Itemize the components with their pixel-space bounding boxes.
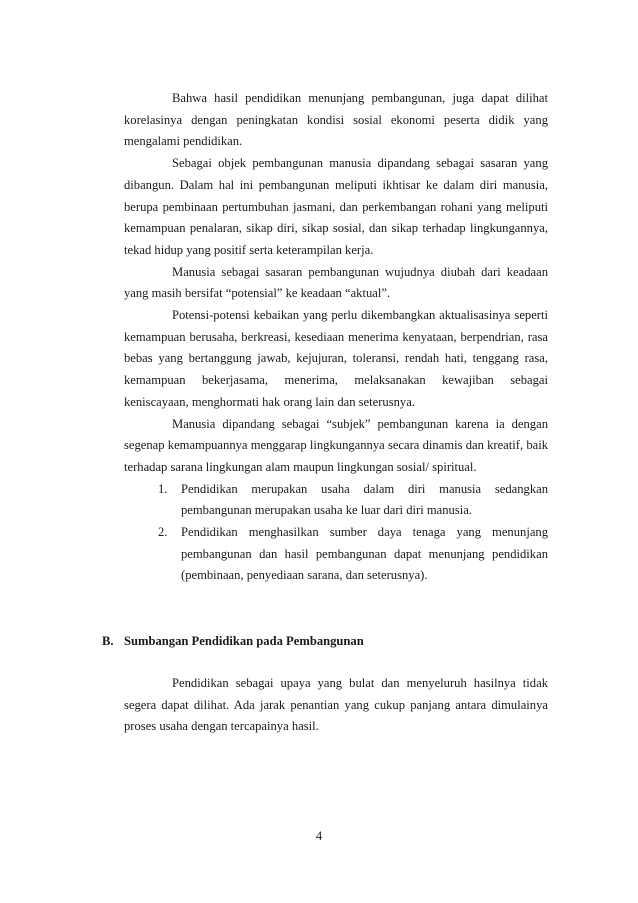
- section-heading: [102, 631, 548, 653]
- paragraph-education-results: Bahwa hasil pendidikan menunjang pembangunan, juga dapat dilihat korelasinya dengan peningkatan kondisi sosial ekonomi peserta didik yang mengalami pendidikan.: [124, 91, 548, 149]
- list-item-text: Pendidikan menghasilkan sumber daya tenaga yang menunjang pembangunan dan hasil pembangunan dapat menunjang pendidikan (pembinaan, penyediaan sarana, dan seterusnya).: [181, 525, 548, 583]
- section-gap: [124, 587, 548, 631]
- list-item: [124, 522, 548, 587]
- paragraph-potentials: Potensi-potensi kebaikan yang perlu dikembangkan aktualisasinya seperti kemampuan berusaha, berkreasi, kesediaan menerima kenyataan, berpendrian, rasa bebas yang bertanggung jawab, kejujuran, toleransi, rendah hati, tenggang rasa, kemampuan bekerjasama, menerima, melaksanakan kewajiban sebagai keniscayaan, menghormati hak orang lain dan seterusnya.: [124, 308, 548, 409]
- list-item: [124, 479, 548, 522]
- section-heading-letter: B.: [102, 634, 114, 649]
- list-item-number: 1.: [158, 481, 168, 496]
- page-body: [102, 88, 548, 738]
- list-item-number: 2.: [158, 525, 168, 540]
- heading-gap: [124, 653, 548, 673]
- paragraph-education-contribution: Pendidikan sebagai upaya yang bulat dan menyeluruh hasilnya tidak segera dapat dilihat. Ada jarak penantian yang cukup panjang antara dimulainya proses usaha dengan tercapainya hasil.: [124, 675, 548, 734]
- paragraph-human-as-subject: Manusia dipandang sebagai “subjek” pembangunan karena ia dengan segenap kemampuannya menggarap lingkungannya secara dinamis dan kreatif, baik terhadap sarana lingkungan alam maupun lingkungan sosial/ spiritual.: [124, 416, 548, 474]
- numbered-list: [124, 479, 548, 588]
- paragraph-human-as-object: Sebagai objek pembangunan manusia dipandang sebagai sasaran yang dibangun. Dalam hal ini pembangunan meliputi ikhtisar ke dalam diri manusia, berupa pembinaan pertumbuhan jasmani, dan perkembangan rohani yang meliputi kemampuan penalaran, sikap diri, sikap sosial, dan sikap terhadap lingkungannya, tekad hidup yang positif serta keterampilan kerja.: [124, 156, 548, 257]
- paragraph-potential-to-actual: Manusia sebagai sasaran pembangunan wujudnya diubah dari keadaan yang masih bersifat “potensial” ke keadaan “aktual”.: [124, 264, 548, 301]
- list-item-text: Pendidikan merupakan usaha dalam diri manusia sedangkan pembangunan merupakan usaha ke luar dari diri manusia.: [181, 481, 548, 518]
- section-heading-title: Sumbangan Pendidikan pada Pembangunan: [124, 634, 364, 649]
- page-number: 4: [315, 829, 323, 843]
